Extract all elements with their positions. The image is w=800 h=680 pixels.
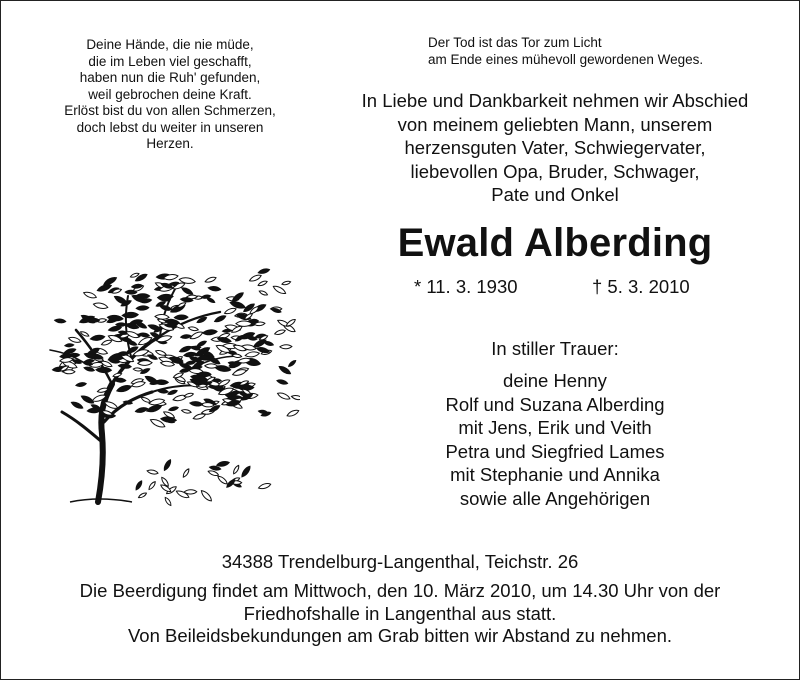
mourner-line: sowie alle Angehörigen bbox=[459, 487, 651, 509]
leaf bbox=[193, 413, 206, 421]
leaf bbox=[217, 475, 229, 486]
leaf bbox=[148, 481, 157, 491]
leaf bbox=[222, 329, 231, 333]
mourning-title: In stiller Trauer: bbox=[491, 338, 619, 359]
leaf bbox=[68, 336, 81, 344]
leaf bbox=[259, 290, 269, 296]
leaf bbox=[90, 334, 105, 341]
leaf bbox=[286, 409, 299, 418]
leaf bbox=[168, 406, 178, 412]
leaf bbox=[288, 359, 297, 367]
poem-left bbox=[40, 37, 300, 153]
leaf bbox=[140, 367, 151, 375]
leaf bbox=[217, 336, 231, 343]
leaf bbox=[204, 276, 216, 284]
leaf bbox=[272, 284, 287, 295]
leaf bbox=[216, 460, 230, 467]
leaf bbox=[282, 280, 291, 285]
leaf bbox=[249, 274, 262, 283]
farewell-line: herzensguten Vater, Schwiegervater, bbox=[404, 137, 706, 158]
leaf bbox=[200, 489, 213, 503]
leaf bbox=[263, 340, 273, 346]
funeral-line: Friedhofshalle in Langenthal aus statt. bbox=[243, 602, 557, 624]
poem-left-line: Herzen. bbox=[146, 136, 194, 151]
leaf bbox=[182, 468, 190, 478]
leaf bbox=[135, 407, 148, 414]
mourner-line: Rolf und Suzana Alberding bbox=[445, 393, 665, 415]
leaf bbox=[155, 349, 167, 356]
leaf bbox=[157, 389, 168, 394]
farewell-text bbox=[330, 89, 780, 207]
farewell-line: liebevollen Opa, Bruder, Schwager, bbox=[410, 160, 700, 182]
death-date: † 5. 3. 2010 bbox=[592, 276, 690, 297]
mourner-line: mit Stephanie und Annika bbox=[450, 464, 660, 485]
leaf bbox=[184, 352, 197, 358]
funeral-line: Von Beileidsbekundungen am Grab bitten wir Abstand zu nehmen. bbox=[127, 625, 673, 646]
leaf bbox=[257, 280, 267, 287]
leaf bbox=[93, 302, 108, 310]
leaf bbox=[258, 482, 271, 490]
leaf bbox=[118, 363, 131, 368]
leaf bbox=[196, 340, 207, 348]
poem-left-line: haben nun die Ruh' gefunden, bbox=[79, 70, 261, 85]
leaf bbox=[224, 307, 237, 315]
leaf bbox=[214, 314, 227, 323]
birth-date: * 11. 3. 1930 bbox=[414, 276, 518, 297]
leaf bbox=[174, 315, 188, 320]
leaf bbox=[180, 368, 191, 373]
funeral-info bbox=[0, 580, 800, 648]
leaf bbox=[101, 339, 113, 346]
leaf bbox=[163, 459, 173, 472]
leaf bbox=[54, 318, 66, 323]
leaf bbox=[276, 379, 288, 385]
leaf bbox=[184, 392, 194, 398]
leaf bbox=[113, 372, 123, 377]
leaf bbox=[236, 321, 252, 327]
leaf bbox=[116, 384, 132, 393]
leaf bbox=[96, 367, 112, 373]
mourner-line: Petra und Siegfried Lames bbox=[445, 440, 665, 462]
leaf bbox=[80, 394, 95, 405]
poem-left-line: Deine Hände, die nie müde, bbox=[86, 37, 254, 52]
leaf bbox=[180, 334, 191, 339]
poem-left-line: die im Leben viel geschafft, bbox=[88, 53, 252, 69]
leaf bbox=[181, 409, 191, 414]
poem-right bbox=[428, 34, 768, 68]
windswept-tree-icon bbox=[40, 252, 300, 510]
leaf bbox=[190, 401, 203, 407]
leaf bbox=[76, 382, 87, 387]
leaf bbox=[232, 465, 240, 475]
leaf bbox=[167, 389, 178, 396]
mourners-list bbox=[330, 369, 780, 510]
farewell-line: von meinem geliebten Mann, unserem bbox=[397, 113, 713, 135]
leaf bbox=[188, 326, 199, 331]
poem-right-line: am Ende eines mühevoll gewordenen Weges. bbox=[428, 52, 704, 67]
mourner-line: mit Jens, Erik und Veith bbox=[458, 417, 652, 438]
leaf bbox=[155, 314, 169, 320]
leaf bbox=[147, 469, 159, 475]
leaf bbox=[65, 343, 74, 347]
leaf bbox=[202, 329, 217, 335]
leaf bbox=[291, 395, 300, 401]
funeral-line: Die Beerdigung findet am Mittwoch, den 10. März 2010, um 14.30 Uhr von der bbox=[79, 580, 721, 601]
leaf bbox=[87, 318, 99, 322]
leaf bbox=[164, 496, 172, 506]
leaf bbox=[122, 312, 138, 318]
address: 34388 Trendelburg-Langenthal, Teichstr. 26 bbox=[221, 551, 579, 572]
poem-left-line: weil gebrochen deine Kraft. bbox=[88, 86, 252, 102]
farewell-line: Pate und Onkel bbox=[491, 184, 619, 205]
leaf bbox=[258, 268, 270, 275]
leaf bbox=[184, 490, 197, 495]
poem-left-line: doch lebst du weiter in unseren bbox=[76, 119, 264, 135]
leaf bbox=[232, 353, 242, 358]
leaf bbox=[240, 465, 252, 478]
mourner-line: deine Henny bbox=[503, 370, 607, 391]
farewell-line: In Liebe und Dankbarkeit nehmen wir Abschied bbox=[361, 90, 749, 111]
leaf bbox=[181, 286, 194, 296]
leaf bbox=[114, 378, 126, 383]
leaf bbox=[208, 286, 221, 292]
leaf bbox=[280, 345, 292, 349]
leaf bbox=[159, 304, 172, 311]
leaf bbox=[70, 400, 83, 409]
leaf bbox=[274, 329, 286, 336]
leaf bbox=[245, 351, 260, 358]
leaf bbox=[83, 291, 97, 300]
leaf bbox=[138, 492, 147, 499]
leaf bbox=[133, 368, 142, 372]
leaf bbox=[116, 323, 126, 327]
leaf bbox=[186, 361, 196, 365]
leaf bbox=[205, 364, 218, 369]
leaf bbox=[189, 330, 203, 340]
leaf bbox=[125, 290, 137, 294]
leaf bbox=[136, 306, 149, 311]
poem-right-line: Der Tod ist das Tor zum Licht bbox=[428, 35, 602, 50]
leaf bbox=[277, 391, 291, 401]
deceased-name: Ewald Alberding bbox=[397, 221, 713, 265]
leaf bbox=[135, 480, 144, 491]
poem-left-line: Erlöst bist du von allen Schmerzen, bbox=[64, 103, 276, 118]
